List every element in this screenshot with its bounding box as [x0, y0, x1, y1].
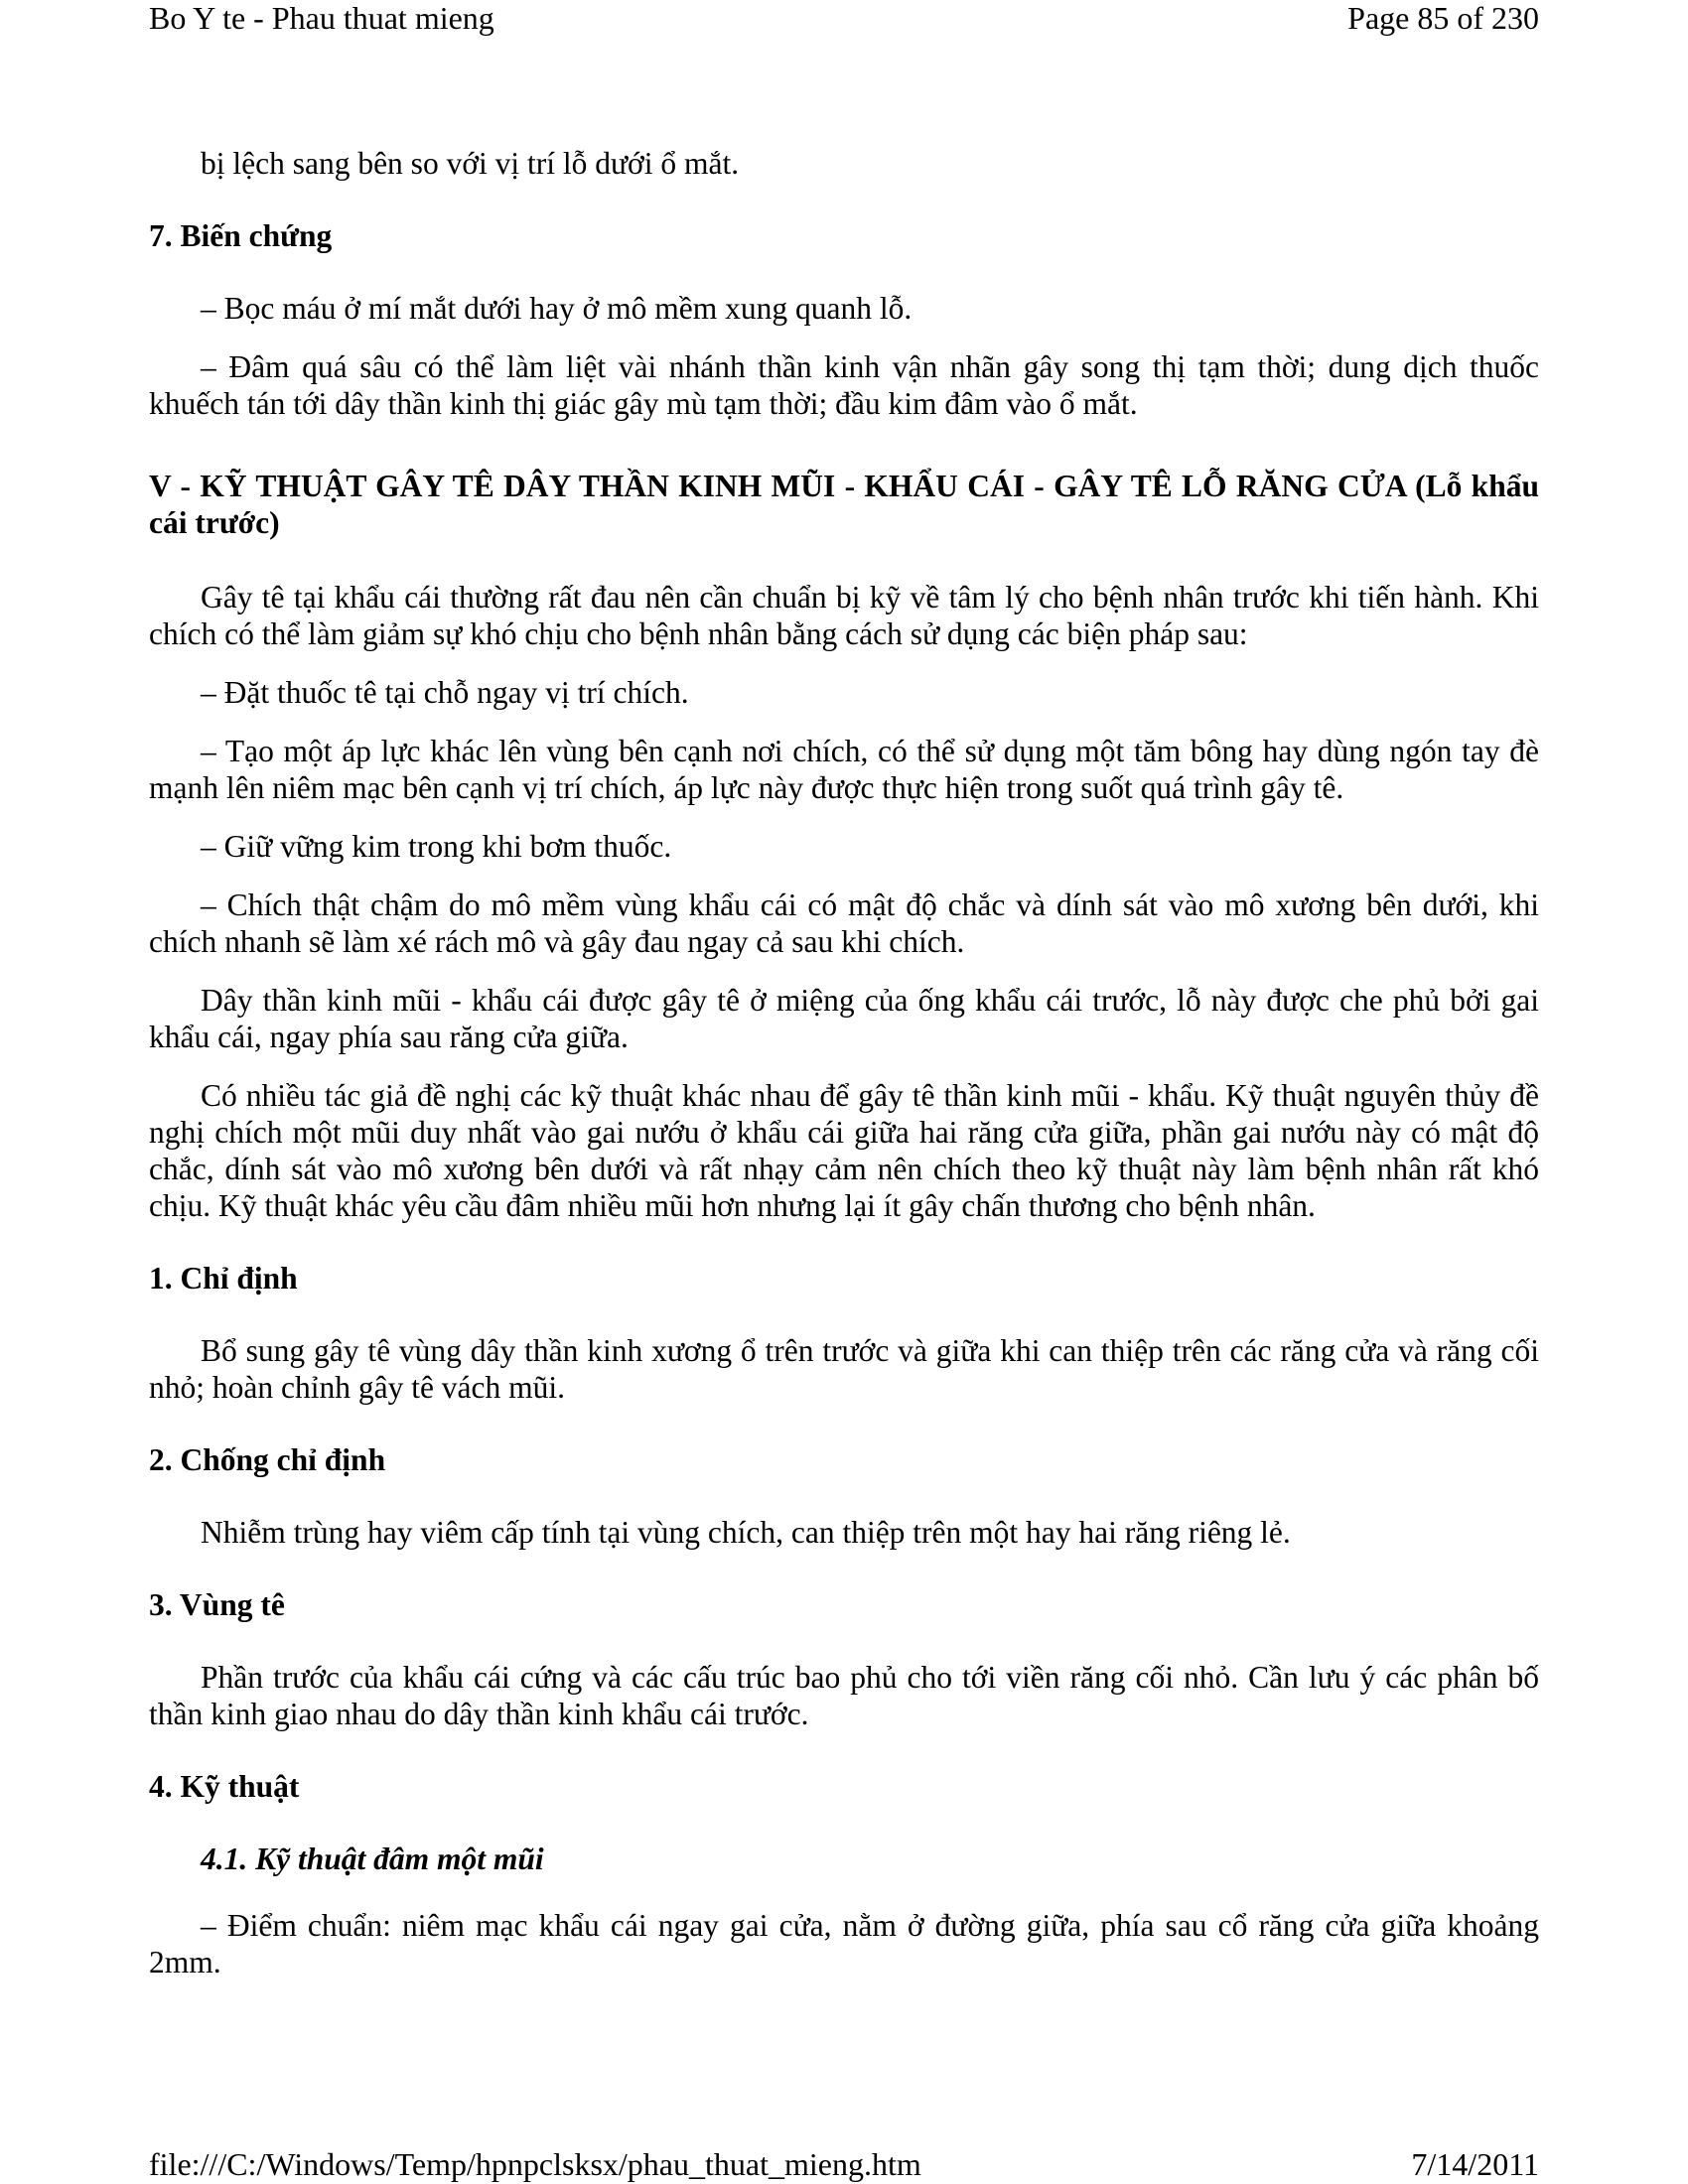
paragraph-measure-1: – Đặt thuốc tê tại chỗ ngay vị trí chích. — [201, 675, 689, 710]
heading-indications: 1. Chỉ định — [149, 1261, 298, 1296]
section-heading-v: V - KỸ THUẬT GÂY TÊ DÂY THẦN KINH MŨI - KHẨU CÁI - GÂY TÊ LỖ RĂNG CỬA (Lỗ khẩu cái trước) — [149, 469, 1539, 540]
paragraph-continuation: bị lệch sang bên so với vị trí lỗ dưới ổ mắt. — [201, 146, 740, 181]
heading-anesthesia-area: 3. Vùng tê — [149, 1587, 285, 1622]
document-body — [149, 145, 1539, 2002]
paragraph-complication-1: – Bọc máu ở mí mắt dưới hay ở mô mềm xung quanh lỗ. — [201, 291, 913, 326]
heading-technique: 4. Kỹ thuật — [149, 1769, 300, 1804]
paragraph-measure-3: – Giữ vững kim trong khi bơm thuốc. — [201, 829, 672, 864]
paragraph-measure-2: – Tạo một áp lực khác lên vùng bên cạnh nơi chích, có thể sử dụng một tăm bông hay dùng ngón tay đè mạnh lên niêm mạc bên cạnh vị trí chích, áp lực này được thực hiện trong suốt quá trình gây tê. — [149, 734, 1539, 805]
paragraph-techniques: Có nhiều tác giả đề nghị các kỹ thuật khác nhau để gây tê thần kinh mũi - khẩu. Kỹ thuật nguyên thủy đề nghị chích một mũi duy nhất vào gai nướu ở khẩu cái giữa hai răng cửa giữa, phần gai nướu này có mật độ chắc, dính sát vào mô xương bên dưới và rất nhạy cảm nên chích theo kỹ thuật này làm bệnh nhân rất khó chịu. Kỹ thuật khác yêu cầu đâm nhiều mũi hơn nhưng lại ít gây chấn thương cho bệnh nhân. — [149, 1078, 1539, 1223]
paragraph-complication-2: – Đâm quá sâu có thể làm liệt vài nhánh thần kinh vận nhãn gây song thị tạm thời; dung dịch thuốc khuếch tán tới dây thần kinh thị giác gây mù tạm thời; đầu kim đâm vào ổ mắt. — [149, 349, 1539, 421]
subheading-single-puncture: 4.1. Kỹ thuật đâm một mũi — [201, 1842, 544, 1876]
paragraph-nerve-description: Dây thần kinh mũi - khẩu cái được gây tê ở miệng của ống khẩu cái trước, lỗ này được che phủ bởi gai khẩu cái, ngay phía sau răng cửa giữa. — [149, 983, 1539, 1054]
paragraph-reference-point: – Điểm chuẩn: niêm mạc khẩu cái ngay gai cửa, nằm ở đường giữa, phía sau cổ răng cửa giữa khoảng 2mm. — [149, 1908, 1539, 1979]
paragraph-anesthesia-area: Phần trước của khẩu cái cứng và các cấu trúc bao phủ cho tới viền răng cối nhỏ. Cần lưu ý các phân bố thần kinh giao nhau do dây thần kinh khẩu cái trước. — [149, 1660, 1539, 1731]
paragraph-measure-4: – Chích thật chậm do mô mềm vùng khẩu cái có mật độ chắc và dính sát vào mô xương bên dưới, khi chích nhanh sẽ làm xé rách mô và gây đau ngay cả sau khi chích. — [149, 887, 1539, 959]
running-header-title: Bo Y te - Phau thuat mieng — [149, 0, 494, 36]
heading-contraindications: 2. Chống chỉ định — [149, 1442, 386, 1477]
heading-complications: 7. Biến chứng — [149, 218, 333, 253]
paragraph-contraindications: Nhiễm trùng hay viêm cấp tính tại vùng chích, can thiệp trên một hay hai răng riêng lẻ. — [201, 1515, 1291, 1550]
paragraph-indications: Bổ sung gây tê vùng dây thần kinh xương ổ trên trước và giữa khi can thiệp trên các răng cửa và răng cối nhỏ; hoàn chỉnh gây tê vách mũi. — [149, 1333, 1539, 1405]
page-number: Page 85 of 230 — [1347, 0, 1539, 36]
print-date: 7/14/2011 — [1411, 2146, 1539, 2182]
paragraph-intro: Gây tê tại khẩu cái thường rất đau nên cần chuẩn bị kỹ về tâm lý cho bệnh nhân trước khi tiến hành. Khi chích có thể làm giảm sự khó chịu cho bệnh nhân bằng cách sử dụng các biện pháp sau: — [149, 580, 1539, 651]
file-path: file:///C:/Windows/Temp/hpnpclsksx/phau_thuat_mieng.htm — [149, 2146, 921, 2182]
